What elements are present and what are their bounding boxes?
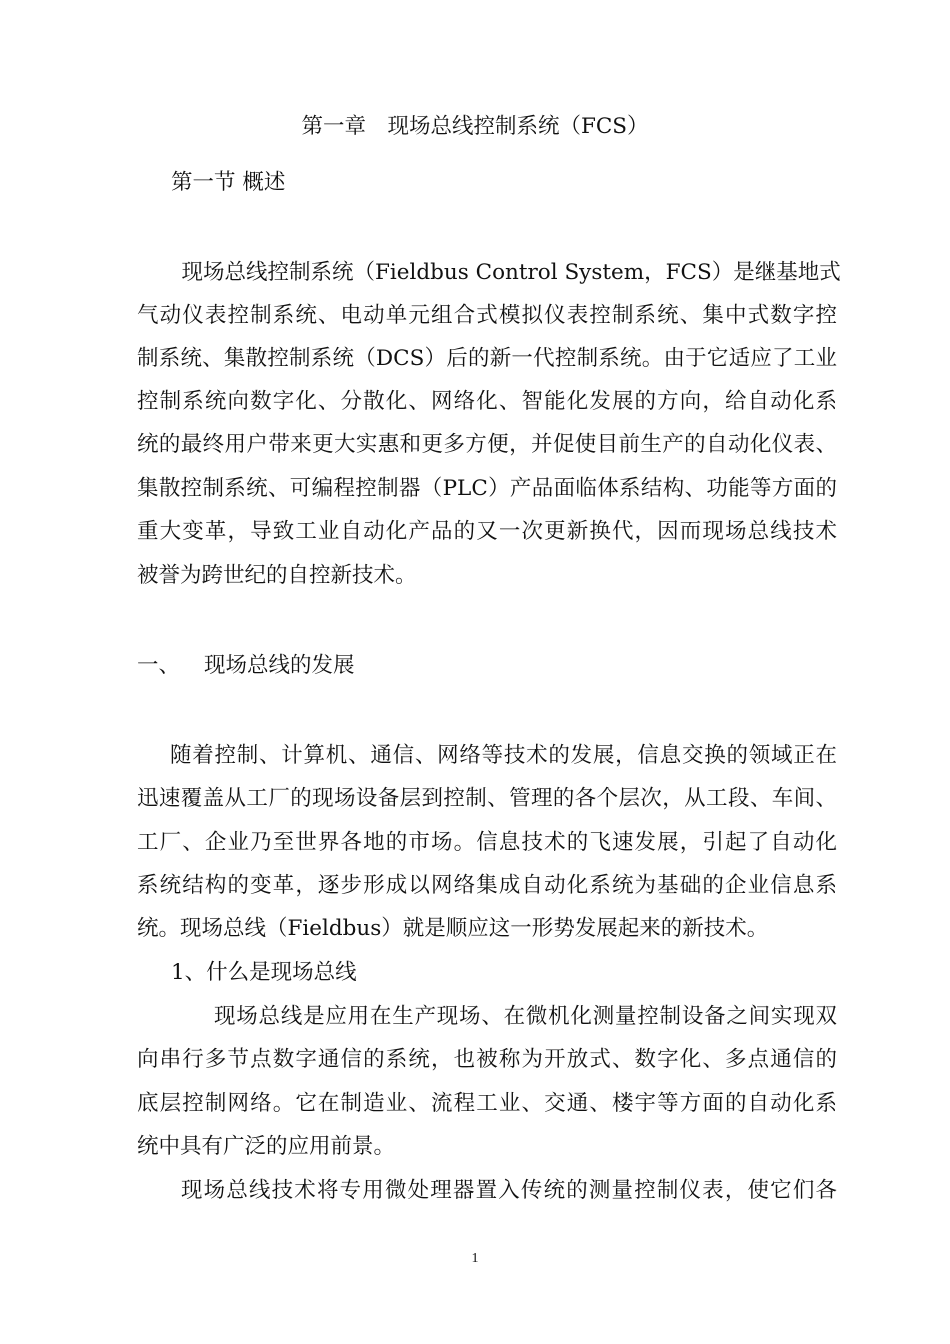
paragraph-line: 向串行多节点数字通信的系统，也被称为开放式、数字化、多点通信的 (137, 1047, 837, 1072)
paragraph-line: 统的最终用户带来更大实惠和更多方便，并促使目前生产的自动化仪表、 (137, 432, 837, 457)
paragraph-line: 现场总线控制系统（Fieldbus Control System，FCS）是继基地式 (160, 260, 841, 285)
chapter-title: 第一章 现场总线控制系统（FCS） (301, 114, 649, 139)
paragraph-line: 工厂、企业乃至世界各地的市场。信息技术的飞速发展，引起了自动化 (137, 830, 837, 855)
subsection-number: 一、 (137, 653, 181, 678)
paragraph-line: 系统结构的变革，逐步形成以网络集成自动化系统为基础的企业信息系 (137, 873, 837, 898)
paragraph-line: 统。现场总线（Fieldbus）就是顺应这一形势发展起来的新技术。 (137, 916, 769, 941)
paragraph-line: 现场总线技术将专用微处理器置入传统的测量控制仪表，使它们各 (181, 1178, 837, 1203)
paragraph-line: 随着控制、计算机、通信、网络等技术的发展，信息交换的领域正在 (170, 743, 837, 768)
subsection-title: 现场总线的发展 (204, 653, 355, 678)
paragraph-line: 制系统、集散控制系统（DCS）后的新一代控制系统。由于它适应了工业 (137, 346, 837, 371)
paragraph-line: 控制系统向数字化、分散化、网络化、智能化发展的方向，给自动化系 (137, 389, 837, 414)
paragraph-line: 集散控制系统、可编程控制器（PLC）产品面临体系结构、功能等方面的 (137, 476, 837, 501)
page-number: 1 (471, 1251, 479, 1266)
paragraph-line: 迅速覆盖从工厂的现场设备层到控制、管理的各个层次，从工段、车间、 (137, 786, 837, 811)
item-heading: 1、什么是现场总线 (171, 960, 357, 985)
paragraph-line: 重大变革，导致工业自动化产品的又一次更新换代，因而现场总线技术 (137, 519, 837, 544)
paragraph-line: 气动仪表控制系统、电动单元组合式模拟仪表控制系统、集中式数字控 (137, 303, 837, 328)
paragraph-line: 被誉为跨世纪的自控新技术。 (137, 563, 417, 588)
paragraph-line: 现场总线是应用在生产现场、在微机化测量控制设备之间实现双 (214, 1004, 837, 1029)
section-title: 第一节 概述 (171, 170, 286, 195)
paragraph-line: 统中具有广泛的应用前景。 (137, 1134, 396, 1159)
paragraph-line: 底层控制网络。它在制造业、流程工业、交通、楼宇等方面的自动化系 (137, 1091, 837, 1116)
